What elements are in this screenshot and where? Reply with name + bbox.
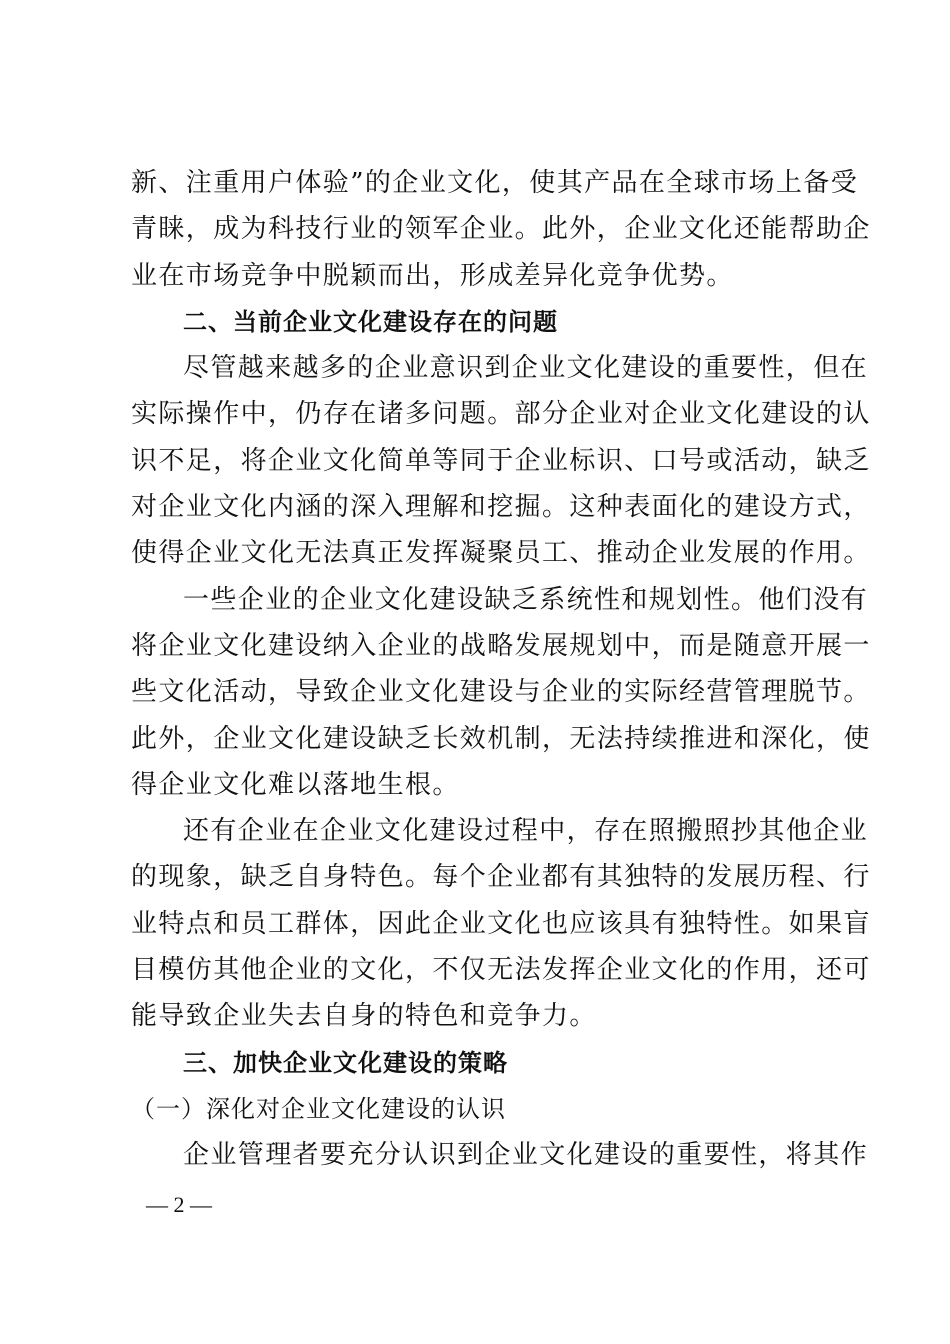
paragraph [131, 577, 871, 808]
text-line: 业特点和员工群体，因此企业文化也应该具有独特性。如果盲 [131, 908, 871, 939]
text-line: 些文化活动，导致企业文化建设与企业的实际经营管理脱节。 [131, 677, 871, 708]
text-line: （一）深化对企业文化建设的认识 [131, 1094, 506, 1123]
text-line: 得企业文化难以落地生根。 [131, 769, 460, 800]
text-line: 实际操作中，仍存在诸多问题。部分企业对企业文化建设的认 [131, 399, 871, 430]
paragraph [131, 160, 871, 299]
text-line: 使得企业文化无法真正发挥凝聚员工、推动企业发展的作用。 [131, 538, 871, 569]
text-line: 识不足，将企业文化简单等同于企业标识、口号或活动，缺乏 [131, 445, 871, 476]
text-line: 新、注重用户体验”的企业文化，使其产品在全球市场上备受 [131, 168, 859, 198]
text-line: 企业管理者要充分认识到企业文化建设的重要性，将其作 [183, 1140, 869, 1171]
subsection-heading [131, 1086, 821, 1132]
text-line: 目模仿其他企业的文化，不仅无法发挥企业文化的作用，还可 [131, 955, 871, 986]
page-number: — 2 — [146, 1192, 212, 1217]
section-heading [131, 299, 821, 345]
text-line: 对企业文化内涵的深入理解和挖掘。这种表面化的建设方式， [131, 492, 871, 523]
text-line: 还有企业在企业文化建设过程中，存在照搬照抄其他企业 [183, 816, 869, 847]
text-line: 二、当前企业文化建设存在的问题 [183, 307, 558, 336]
text-line: 一些企业的企业文化建设缺乏系统性和规划性。他们没有 [183, 584, 869, 615]
text-line: 将企业文化建设纳入企业的战略发展规划中，而是随意开展一 [131, 630, 871, 661]
text-line: 青睐，成为科技行业的领军企业。此外，企业文化还能帮助企 [131, 214, 871, 245]
text-line: 三、加快企业文化建设的策略 [183, 1048, 508, 1077]
text-line: 的现象，缺乏自身特色。每个企业都有其独特的发展历程、行 [131, 862, 871, 893]
paragraph [131, 345, 871, 576]
section-heading [131, 1040, 821, 1086]
paragraph [131, 808, 871, 1039]
document-body [131, 160, 871, 1179]
text-line: 业在市场竞争中脱颖而出，形成差异化竞争优势。 [131, 260, 734, 291]
text-line: 尽管越来越多的企业意识到企业文化建设的重要性，但在 [183, 353, 869, 384]
paragraph [131, 1132, 869, 1178]
text-line: 能导致企业失去自身的特色和竞争力。 [131, 1001, 597, 1032]
text-line: 此外，企业文化建设缺乏长效机制，无法持续推进和深化，使 [131, 723, 871, 754]
